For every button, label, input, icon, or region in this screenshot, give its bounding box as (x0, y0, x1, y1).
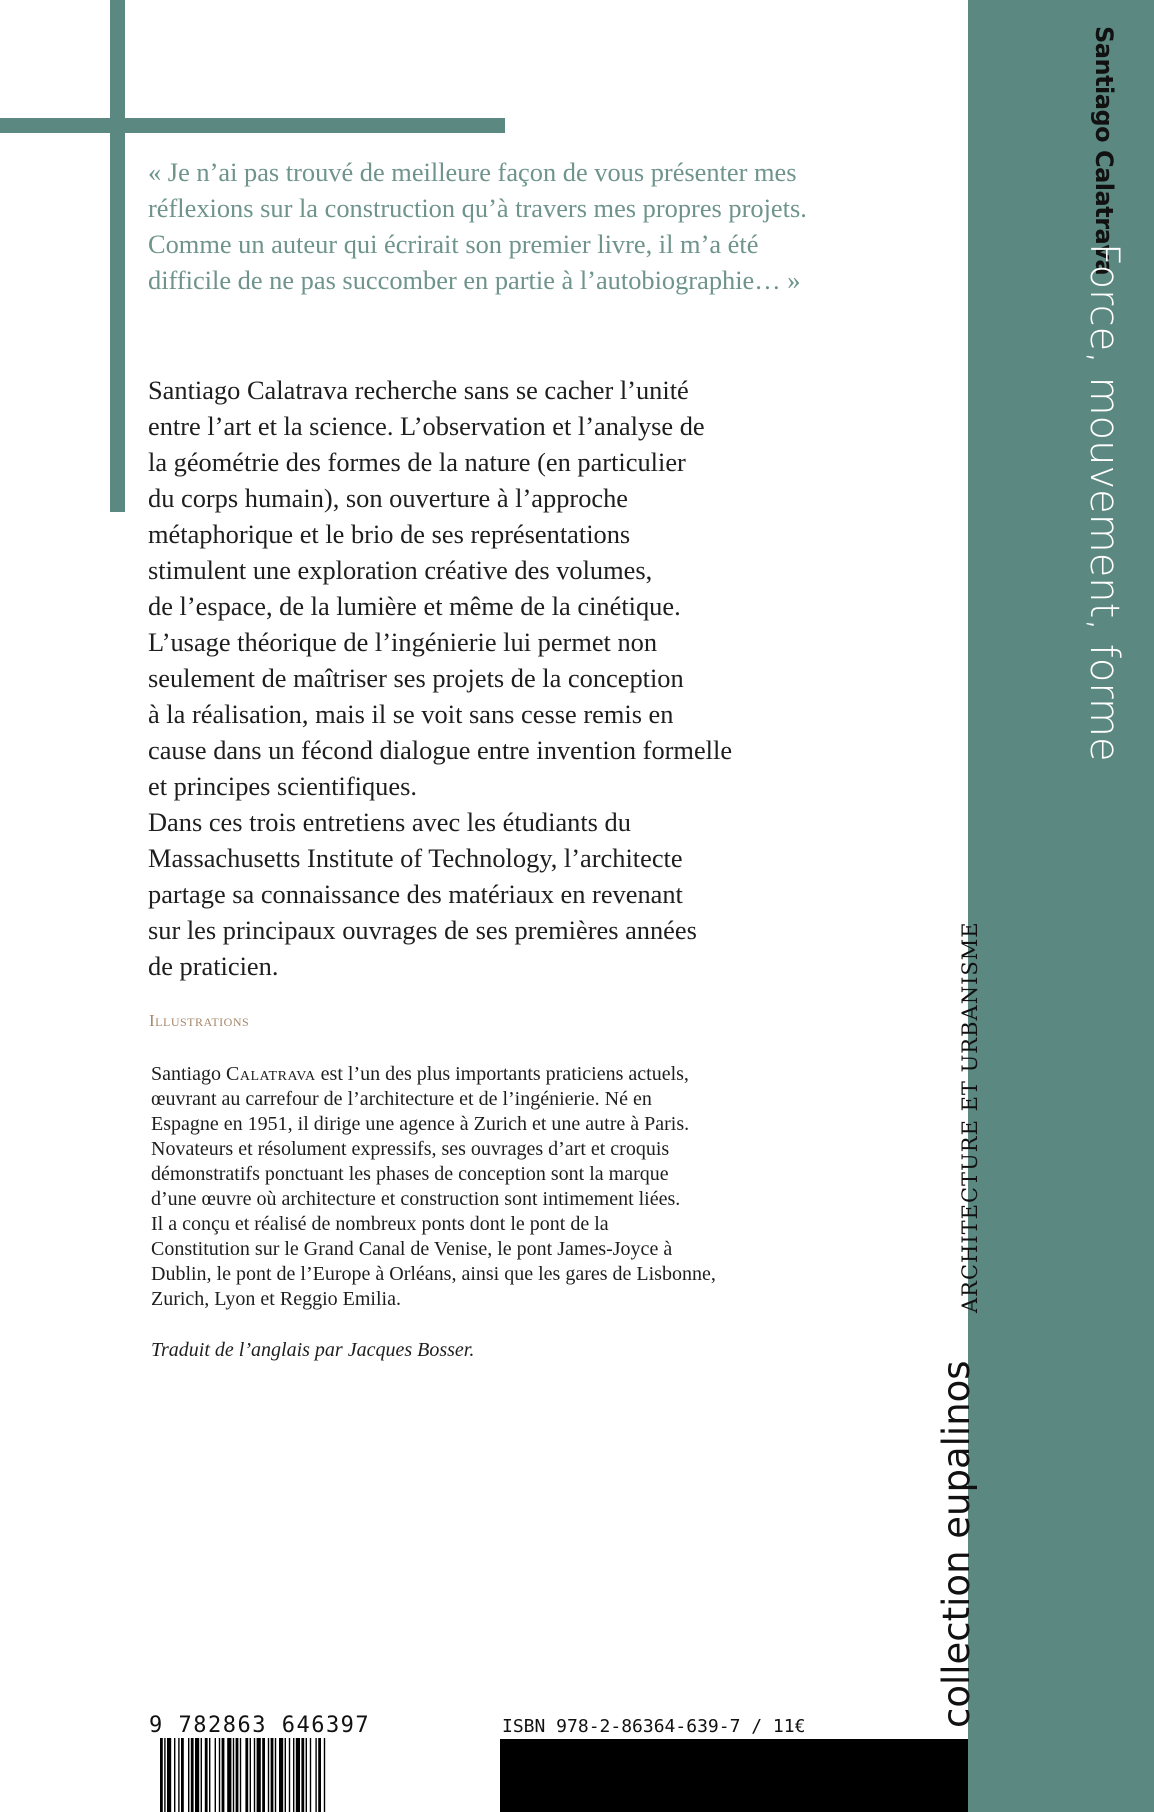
barcode-bar (195, 1738, 199, 1812)
description-line: entre l’art et la science. L’observation et l’analyse de (148, 411, 705, 441)
bio-line: œuvrant au carrefour de l’architecture et de l’ingénierie. Né en (151, 1088, 652, 1110)
description-line: métaphorique et le brio de ses représentations (148, 519, 631, 549)
barcode-bar (160, 1738, 163, 1812)
bio-line: démonstratifs ponctuant les phases de conception sont la marque (151, 1163, 669, 1185)
barcode-bar (164, 1738, 165, 1812)
description-line: Dans ces trois entretiens avec les étudiants du (148, 807, 631, 837)
bio-line: Novateurs et résolument expressifs, ses ouvrages d’art et croquis (151, 1138, 670, 1160)
barcode-bar (268, 1738, 269, 1812)
barcode-bar (279, 1738, 283, 1812)
description-paragraph-1 (148, 372, 828, 804)
barcode-bar (222, 1738, 225, 1812)
bio-line: Santiago Calatrava est l’un des plus importants praticiens actuels, (151, 1063, 689, 1085)
bio-line: Il a conçu et réalisé de nombreux ponts dont le pont de la (151, 1213, 609, 1235)
barcode (160, 1738, 400, 1812)
bio-line: Zurich, Lyon et Reggio Emilia. (151, 1288, 401, 1310)
description-line: sur les principaux ouvrages de ses premières années (148, 915, 697, 945)
barcode-bar (201, 1738, 202, 1812)
barcode-bar (254, 1738, 255, 1812)
description-line: de praticien. (148, 951, 279, 981)
description-line: la géométrie des formes de la nature (en particulier (148, 447, 686, 477)
barcode-bar (306, 1738, 307, 1812)
illustrations-label (149, 1011, 249, 1031)
isbn-price: ISBN 978-2-86364-639-7 / 11€ (502, 1716, 806, 1737)
bottom-black-band (500, 1739, 968, 1812)
barcode-bar (178, 1738, 179, 1812)
description-line: et principes scientifiques. (148, 771, 417, 801)
barcode-digits: 9 782863 646397 (149, 1713, 371, 1738)
barcode-bar (167, 1738, 171, 1812)
description-paragraph-2 (148, 804, 828, 984)
description-line: à la réalisation, mais il se voit sans cesse remis en (148, 699, 674, 729)
barcode-bar (188, 1738, 189, 1812)
description-line: Massachusetts Institute of Technology, l’architecte (148, 843, 683, 873)
barcode-bar (296, 1738, 300, 1812)
description-line: cause dans un fécond dialogue entre invention formelle (148, 735, 733, 765)
barcode-bar (271, 1738, 274, 1812)
barcode-bar (289, 1738, 290, 1812)
illustrations-label-text: Illustrations (149, 1011, 250, 1030)
collection-theme (958, 921, 982, 1313)
translator-credit: Traduit de l’anglais par Jacques Bosser. (151, 1339, 475, 1361)
description-line: stimulent une exploration créative des volumes, (148, 555, 653, 585)
bio-line: Constitution sur le Grand Canal de Venise, le pont James-Joyce à (151, 1238, 673, 1260)
barcode-bar (174, 1738, 175, 1812)
barcode-bar (257, 1738, 261, 1812)
bio-line: d’une œuvre où architecture et construction sont intimement liées. (151, 1188, 681, 1210)
description-line: seulement de maîtriser ses projets de la conception (148, 663, 684, 693)
barcode-bar (250, 1738, 251, 1812)
barcode-bar (205, 1738, 208, 1812)
barcode-bar (209, 1738, 210, 1812)
barcode-bar (285, 1738, 286, 1812)
barcode-bar (181, 1738, 184, 1812)
decorative-vertical-bar (110, 0, 125, 512)
description-line: de l’espace, de la lumière et même de la cinétique. (148, 591, 681, 621)
barcode-bar (240, 1738, 241, 1812)
barcode-bar (275, 1738, 276, 1812)
barcode-bar (236, 1738, 239, 1812)
collection-theme-text: ARCHITECTURE ET URBANISME (958, 921, 982, 1313)
description-line: du corps humain), son ouverture à l’approche (148, 483, 629, 513)
barcode-bar (310, 1738, 311, 1812)
barcode-bar (215, 1738, 216, 1812)
barcode-bar (324, 1738, 325, 1812)
barcode-bar (293, 1738, 294, 1812)
author-surname: Calatrava (226, 1063, 316, 1085)
barcode-bar (318, 1738, 321, 1812)
barcode-bar (301, 1738, 304, 1812)
barcode-bar (219, 1738, 220, 1812)
description-line: L’usage théorique de l’ingénierie lui permet non (148, 627, 658, 657)
bio-line: Dublin, le pont de l’Europe à Orléans, ainsi que les gares de Lisbonne, (151, 1263, 716, 1285)
pull-quote: « Je n’ai pas trouvé de meilleure façon de vous présenter mes réflexions sur la construction qu’à travers mes propres projets. Comme un auteur qui écrirait son premier livre, il m’a été difficile de ne pas succomber en partie à l’autobiographie… » (148, 157, 807, 295)
bio-line: Espagne en 1951, il dirige une agence à Zurich et une autre à Paris. (151, 1113, 690, 1135)
spine-author: Santiago Calatrava (1090, 26, 1118, 276)
barcode-bar (245, 1738, 248, 1812)
barcode-bar (233, 1738, 234, 1812)
barcode-bar (262, 1738, 265, 1812)
barcode-bar (191, 1738, 194, 1812)
author-bio (151, 1062, 791, 1312)
decorative-horizontal-bar (0, 118, 505, 133)
spine-title: Force, mouvement, forme (1081, 243, 1127, 762)
description-line: Santiago Calatrava recherche sans se cacher l’unité (148, 375, 689, 405)
collection-name: collection eupalinos (935, 1360, 978, 1728)
barcode-bar (227, 1738, 231, 1812)
description-line: partage sa connaissance des matériaux en revenant (148, 879, 683, 909)
barcode-bar (315, 1738, 316, 1812)
